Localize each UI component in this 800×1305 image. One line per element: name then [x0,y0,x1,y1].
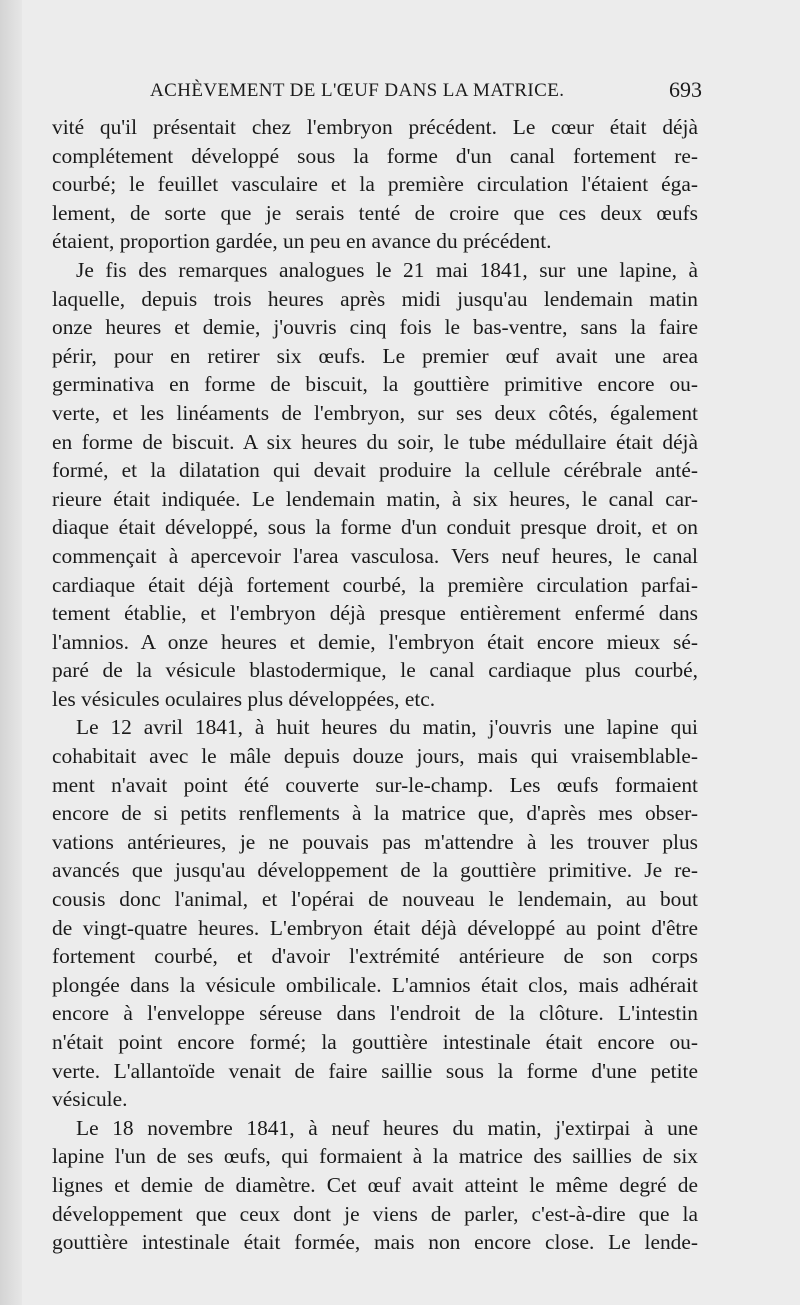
text-line: plongée dans la vésicule ombilicale. L'amnios était clos, mais adhérait [52,972,698,997]
page-binding-shadow [0,0,22,1305]
text-line: laquelle, depuis trois heures après midi jusqu'au lendemain matin [52,286,698,311]
text-line: tement établie, et l'embryon déjà presque entièrement enfermé dans [52,601,698,626]
text-line: encore à l'enveloppe séreuse dans l'endroit de la clôture. L'intestin [52,1001,698,1026]
text-line: Le 12 avril 1841, à huit heures du matin, j'ouvris une lapine qui [76,715,698,740]
text-line: onze heures et demie, j'ouvris cinq fois le bas-ventre, sans la faire [52,315,698,340]
text-line: fortement courbé, et d'avoir l'extrémité antérieure de son corps [52,944,698,969]
text-line: ment n'avait point été couverte sur-le-champ. Les œufs formaient [52,772,698,797]
text-line: avancés que jusqu'au développement de la gouttière primitive. Je re- [52,858,698,883]
text-line: les vésicules oculaires plus développées, etc. [52,686,436,711]
text-line: n'était point encore formé; la gouttière intestinale était encore ou- [52,1030,698,1054]
text-line: verte, et les linéaments de l'embryon, sur ses deux côtés, également [52,400,698,425]
running-title: ACHÈVEMENT DE L'ŒUF DANS LA MATRICE. [150,80,565,101]
text-line: courbé; le feuillet vasculaire et la première circulation l'étaient éga- [52,172,698,197]
page-number: 693 [669,77,702,102]
text-line: complétement développé sous la forme d'un canal fortement re- [52,143,698,168]
text-line: périr, pour en retirer six œufs. Le premier œuf avait une area [52,343,698,368]
text-line: gouttière intestinale était formée, mais non encore close. Le lende- [52,1230,698,1255]
text-line: lement, de sorte que je serais tenté de croire que ces deux œufs [52,200,698,225]
text-line: cousis donc l'animal, et l'opérai de nouveau le lendemain, au bout [52,887,698,912]
text-line: formé, et la dilatation qui devait produire la cellule cérébrale anté- [52,458,698,483]
text-line: en forme de biscuit. A six heures du soir, le tube médullaire était déjà [52,429,698,454]
text-line: encore de si petits renflements à la matrice que, d'après mes obser- [52,801,698,826]
body-text [52,113,698,1257]
text-line: vité qu'il présentait chez l'embryon précédent. Le cœur était déjà [52,115,698,139]
text-line: verte. L'allantoïde venait de faire saillie sous la forme d'une petite [52,1058,698,1083]
text-line: l'amnios. A onze heures et demie, l'embryon était encore mieux sé- [52,629,698,654]
text-line: lignes et demie de diamètre. Cet œuf avait atteint le même degré de [52,1172,698,1197]
text-line: vésicule. [52,1087,128,1112]
text-line: vations antérieures, je ne pouvais pas m'attendre à les trouver plus [52,829,698,854]
text-line: lapine l'un de ses œufs, qui formaient à la matrice des saillies de six [52,1144,698,1169]
text-line: Le 18 novembre 1841, à neuf heures du matin, j'extirpai à une [76,1115,698,1140]
text-line: cardiaque était déjà fortement courbé, la première circulation parfai- [52,572,698,597]
text-line: paré de la vésicule blastodermique, le canal cardiaque plus courbé, [52,658,698,683]
text-line: de vingt-quatre heures. L'embryon était déjà développé au point d'être [52,915,698,940]
text-line: diaque était développé, sous la forme d'un conduit presque droit, et on [52,515,698,540]
text-line: commençait à apercevoir l'area vasculosa. Vers neuf heures, le canal [52,543,698,568]
text-line: germinativa en forme de biscuit, la gouttière primitive encore ou- [52,372,698,397]
text-line: développement que ceux dont je viens de parler, c'est-à-dire que la [52,1201,698,1226]
text-line: cohabitait avec le mâle depuis douze jours, mais qui vraisemblable- [52,744,698,769]
text-line: étaient, proportion gardée, un peu en avance du précédent. [52,229,552,254]
text-line: Je fis des remarques analogues le 21 mai 1841, sur une lapine, à [76,257,698,282]
text-line: rieure était indiquée. Le lendemain matin, à six heures, le canal car- [52,486,698,511]
